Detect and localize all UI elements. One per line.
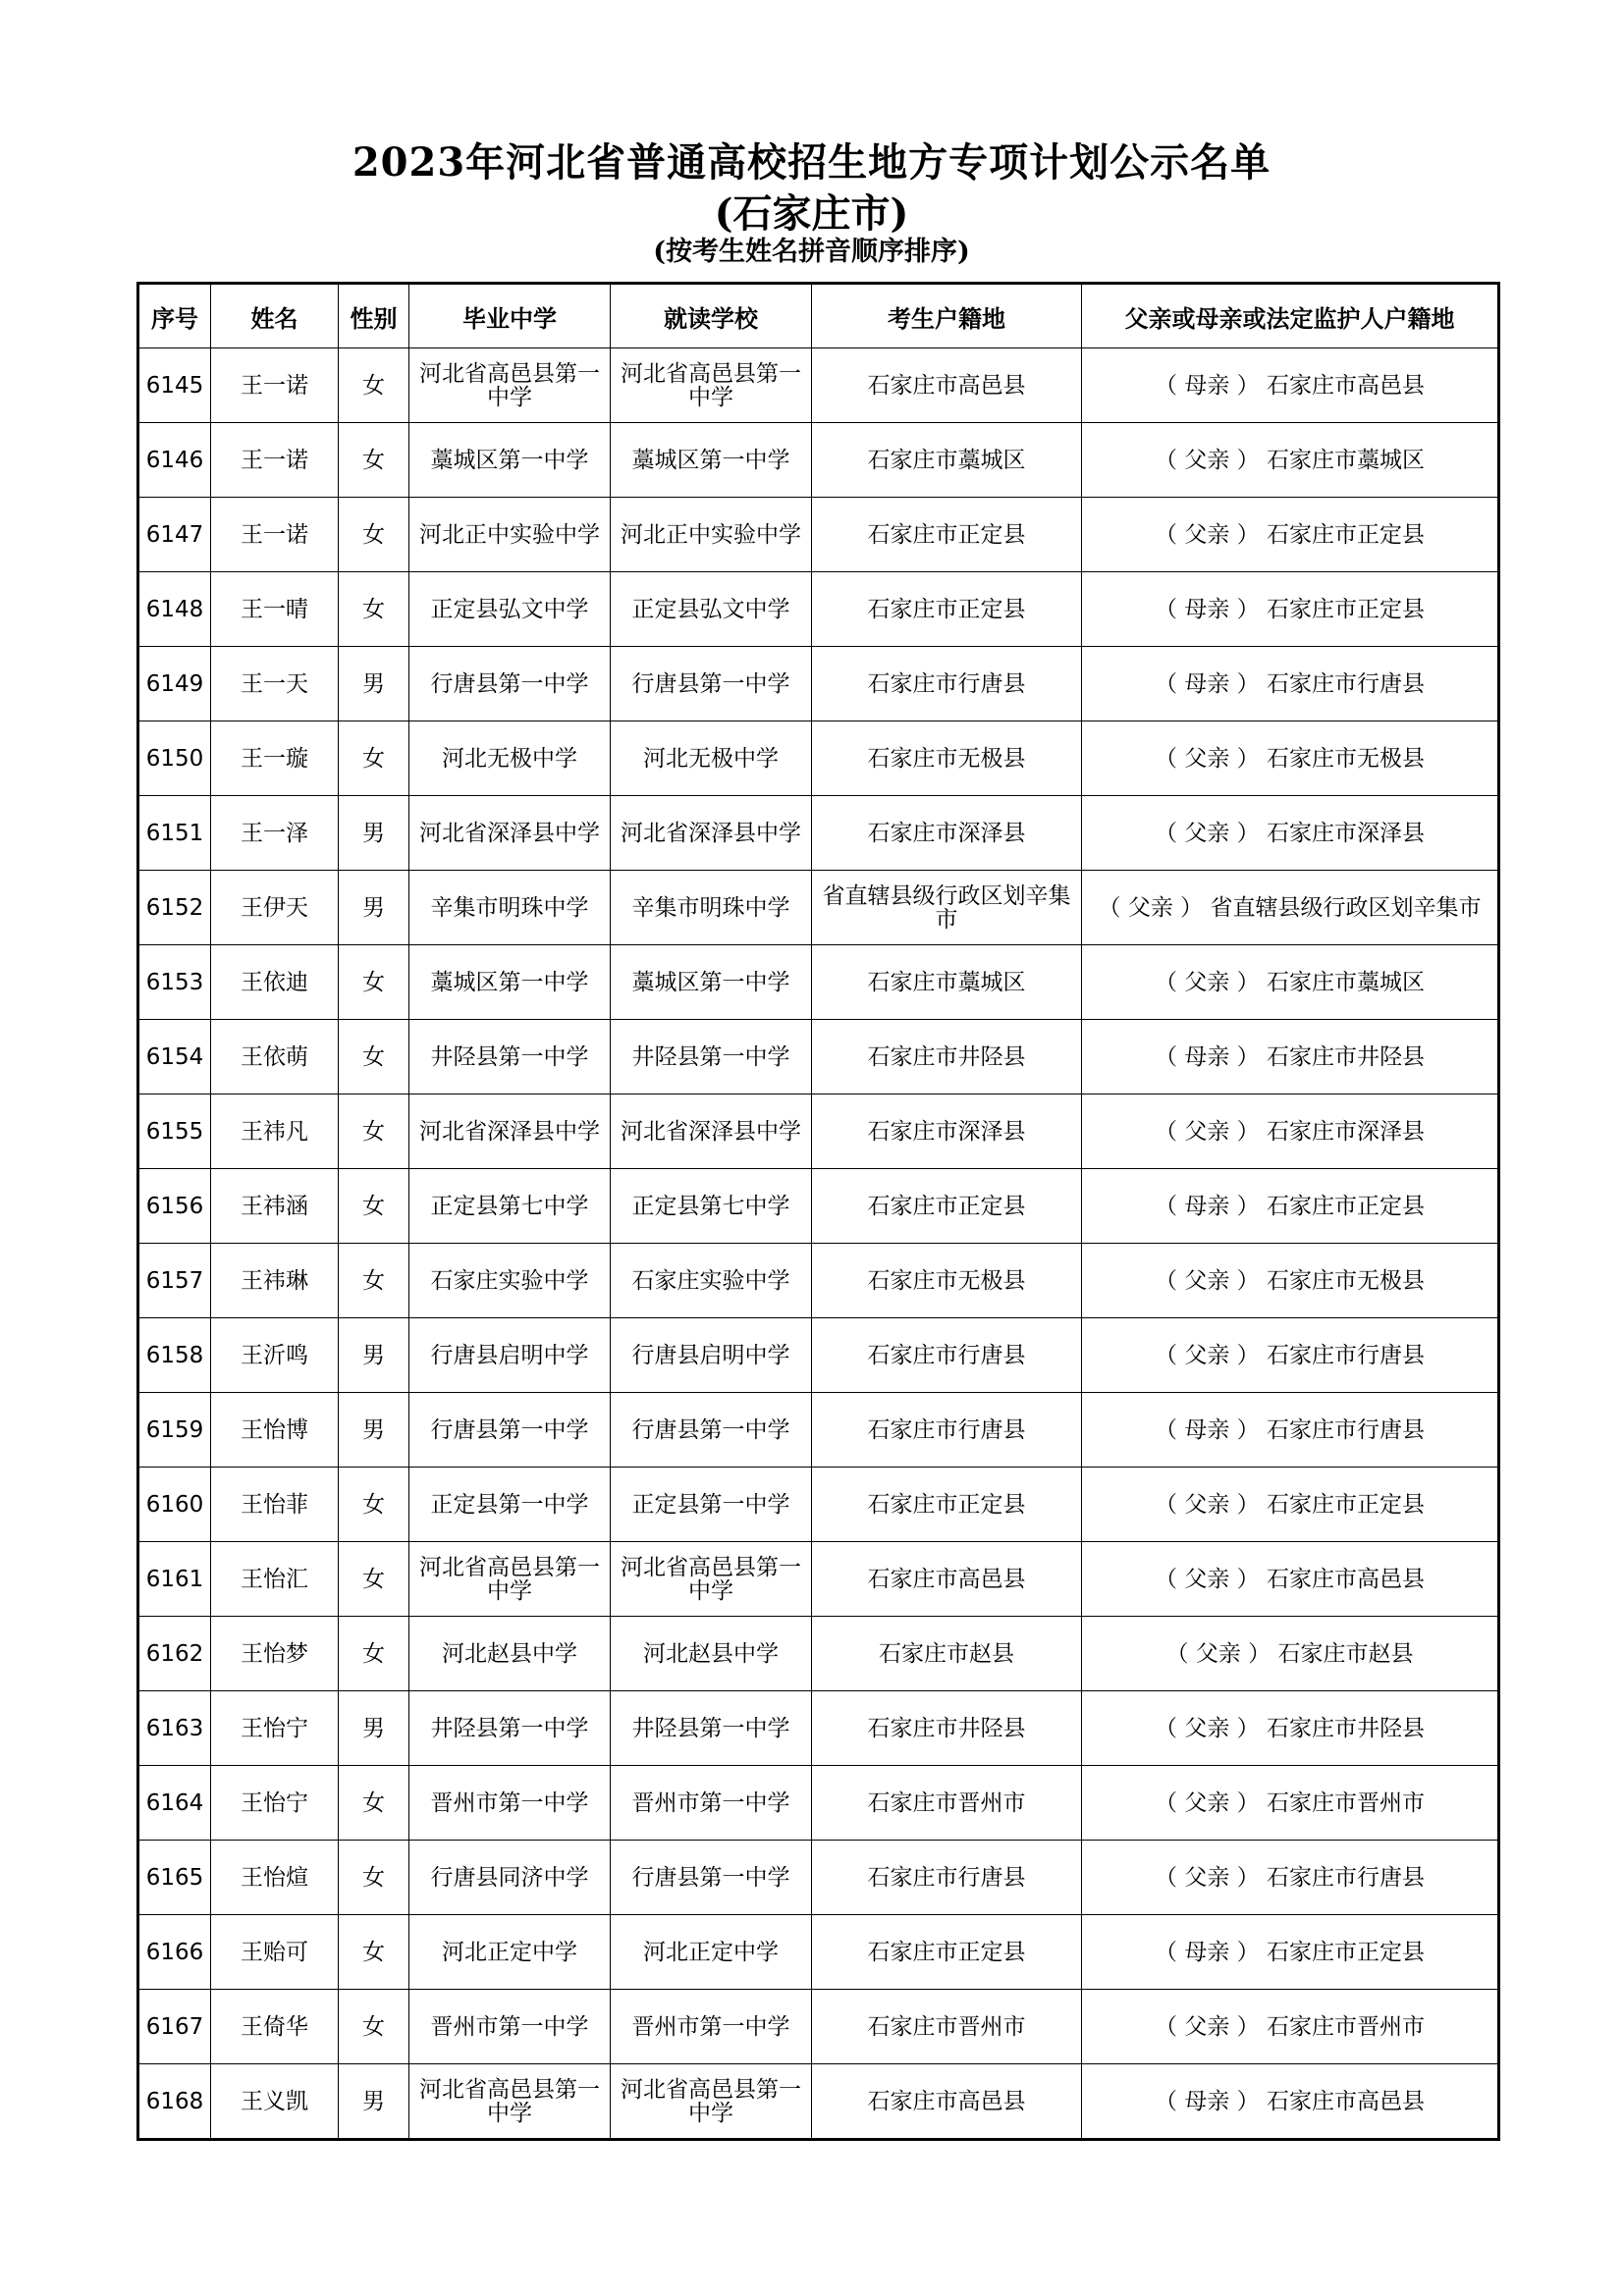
cell-current-school: 井陉县第一中学 [611, 1020, 812, 1095]
cell-number: 6166 [138, 1915, 211, 1990]
cell-name: 王沂鸣 [211, 1318, 339, 1393]
table-row [138, 1542, 1499, 1617]
cell-name: 王一诺 [211, 423, 339, 498]
cell-graduation-school: 河北省深泽县中学 [409, 1095, 611, 1169]
cell-student-hukou: 石家庄市深泽县 [812, 796, 1082, 871]
cell-current-school: 井陉县第一中学 [611, 1691, 812, 1766]
cell-current-school: 正定县弘文中学 [611, 572, 812, 647]
cell-graduation-school: 河北省高邑县第一中学 [409, 2064, 611, 2140]
table-row [138, 1841, 1499, 1915]
cell-gender: 男 [339, 1318, 409, 1393]
cell-guardian-hukou: （ 父亲 ） 石家庄市无极县 [1082, 721, 1499, 796]
cell-graduation-school: 正定县弘文中学 [409, 572, 611, 647]
cell-name: 王一泽 [211, 796, 339, 871]
cell-guardian-hukou: （ 父亲 ） 石家庄市正定县 [1082, 1468, 1499, 1542]
cell-guardian-hukou: （ 父亲 ） 石家庄市赵县 [1082, 1617, 1499, 1691]
cell-current-school: 河北赵县中学 [611, 1617, 812, 1691]
cell-guardian-hukou: （ 母亲 ） 石家庄市正定县 [1082, 1169, 1499, 1244]
cell-gender: 女 [339, 572, 409, 647]
document-title: 2023年河北省普通高校招生地方专项计划公示名单 [352, 139, 1271, 186]
cell-gender: 男 [339, 647, 409, 721]
cell-number: 6146 [138, 423, 211, 498]
cell-gender: 男 [339, 1691, 409, 1766]
cell-name: 王怡汇 [211, 1542, 339, 1617]
cell-name: 王义凯 [211, 2064, 339, 2140]
table-row [138, 1169, 1499, 1244]
cell-current-school: 行唐县第一中学 [611, 1393, 812, 1468]
cell-name: 王怡菲 [211, 1468, 339, 1542]
cell-gender: 女 [339, 1841, 409, 1915]
cell-student-hukou: 石家庄市正定县 [812, 1169, 1082, 1244]
table-row [138, 1691, 1499, 1766]
cell-name: 王一诺 [211, 498, 339, 572]
cell-guardian-hukou: （ 母亲 ） 石家庄市正定县 [1082, 1915, 1499, 1990]
cell-guardian-hukou: （ 母亲 ） 石家庄市高邑县 [1082, 348, 1499, 423]
cell-student-hukou: 石家庄市高邑县 [812, 2064, 1082, 2140]
cell-graduation-school: 藁城区第一中学 [409, 423, 611, 498]
cell-gender: 女 [339, 1095, 409, 1169]
cell-name: 王一璇 [211, 721, 339, 796]
cell-guardian-hukou: （ 父亲 ） 省直辖县级行政区划辛集市 [1082, 871, 1499, 945]
cell-guardian-hukou: （ 父亲 ） 石家庄市正定县 [1082, 498, 1499, 572]
cell-number: 6161 [138, 1542, 211, 1617]
cell-student-hukou: 石家庄市晋州市 [812, 1766, 1082, 1841]
cell-number: 6155 [138, 1095, 211, 1169]
cell-gender: 女 [339, 721, 409, 796]
header-gender: 性别 [339, 284, 409, 348]
cell-guardian-hukou: （ 母亲 ） 石家庄市井陉县 [1082, 1020, 1499, 1095]
cell-guardian-hukou: （ 父亲 ） 石家庄市晋州市 [1082, 1990, 1499, 2064]
cell-name: 王怡宁 [211, 1691, 339, 1766]
cell-current-school: 河北省高邑县第一中学 [611, 348, 812, 423]
cell-graduation-school: 辛集市明珠中学 [409, 871, 611, 945]
cell-graduation-school: 行唐县第一中学 [409, 1393, 611, 1468]
cell-student-hukou: 石家庄市藁城区 [812, 945, 1082, 1020]
cell-name: 王依萌 [211, 1020, 339, 1095]
table-row [138, 1095, 1499, 1169]
table-row [138, 796, 1499, 871]
cell-gender: 女 [339, 1915, 409, 1990]
cell-number: 6163 [138, 1691, 211, 1766]
cell-student-hukou: 石家庄市行唐县 [812, 1318, 1082, 1393]
cell-number: 6164 [138, 1766, 211, 1841]
cell-guardian-hukou: （ 父亲 ） 石家庄市深泽县 [1082, 796, 1499, 871]
cell-current-school: 河北省深泽县中学 [611, 1095, 812, 1169]
cell-name: 王依迪 [211, 945, 339, 1020]
header-current-school: 就读学校 [611, 284, 812, 348]
cell-student-hukou: 石家庄市行唐县 [812, 647, 1082, 721]
cell-name: 王祎涵 [211, 1169, 339, 1244]
cell-gender: 女 [339, 1542, 409, 1617]
table-row [138, 1318, 1499, 1393]
document-city: (石家庄市) [714, 190, 909, 237]
cell-name: 王怡博 [211, 1393, 339, 1468]
cell-current-school: 晋州市第一中学 [611, 1990, 812, 2064]
cell-current-school: 正定县第一中学 [611, 1468, 812, 1542]
cell-number: 6148 [138, 572, 211, 647]
cell-name: 王一诺 [211, 348, 339, 423]
cell-gender: 女 [339, 348, 409, 423]
table-row [138, 348, 1499, 423]
cell-name: 王贻可 [211, 1915, 339, 1990]
cell-name: 王一晴 [211, 572, 339, 647]
cell-number: 6154 [138, 1020, 211, 1095]
cell-gender: 男 [339, 871, 409, 945]
table-row [138, 1617, 1499, 1691]
cell-student-hukou: 石家庄市深泽县 [812, 1095, 1082, 1169]
cell-student-hukou: 石家庄市高邑县 [812, 1542, 1082, 1617]
cell-gender: 女 [339, 1990, 409, 2064]
cell-guardian-hukou: （ 父亲 ） 石家庄市藁城区 [1082, 945, 1499, 1020]
cell-graduation-school: 河北省高邑县第一中学 [409, 348, 611, 423]
table-row [138, 1766, 1499, 1841]
cell-graduation-school: 河北赵县中学 [409, 1617, 611, 1691]
table-row [138, 945, 1499, 1020]
cell-student-hukou: 石家庄市藁城区 [812, 423, 1082, 498]
cell-current-school: 行唐县第一中学 [611, 647, 812, 721]
cell-graduation-school: 井陉县第一中学 [409, 1691, 611, 1766]
cell-student-hukou: 石家庄市晋州市 [812, 1990, 1082, 2064]
cell-gender: 男 [339, 796, 409, 871]
header-student-hukou: 考生户籍地 [812, 284, 1082, 348]
cell-graduation-school: 正定县第七中学 [409, 1169, 611, 1244]
cell-number: 6156 [138, 1169, 211, 1244]
cell-graduation-school: 井陉县第一中学 [409, 1020, 611, 1095]
cell-graduation-school: 行唐县同济中学 [409, 1841, 611, 1915]
cell-student-hukou: 石家庄市正定县 [812, 498, 1082, 572]
cell-guardian-hukou: （ 父亲 ） 石家庄市晋州市 [1082, 1766, 1499, 1841]
cell-gender: 女 [339, 1468, 409, 1542]
cell-student-hukou: 石家庄市高邑县 [812, 348, 1082, 423]
cell-number: 6147 [138, 498, 211, 572]
cell-guardian-hukou: （ 母亲 ） 石家庄市高邑县 [1082, 2064, 1499, 2140]
table-row [138, 1393, 1499, 1468]
cell-guardian-hukou: （ 父亲 ） 石家庄市行唐县 [1082, 1841, 1499, 1915]
cell-current-school: 行唐县启明中学 [611, 1318, 812, 1393]
cell-number: 6151 [138, 796, 211, 871]
cell-name: 王怡煊 [211, 1841, 339, 1915]
cell-graduation-school: 河北无极中学 [409, 721, 611, 796]
header-name: 姓名 [211, 284, 339, 348]
cell-current-school: 藁城区第一中学 [611, 423, 812, 498]
cell-gender: 女 [339, 1617, 409, 1691]
cell-current-school: 正定县第七中学 [611, 1169, 812, 1244]
cell-gender: 女 [339, 1020, 409, 1095]
cell-number: 6153 [138, 945, 211, 1020]
header-row [138, 284, 1499, 348]
table-row [138, 1244, 1499, 1318]
cell-current-school: 河北正定中学 [611, 1915, 812, 1990]
cell-student-hukou: 石家庄市正定县 [812, 1468, 1082, 1542]
cell-current-school: 河北正中实验中学 [611, 498, 812, 572]
cell-current-school: 辛集市明珠中学 [611, 871, 812, 945]
cell-gender: 男 [339, 1393, 409, 1468]
cell-number: 6162 [138, 1617, 211, 1691]
table-row [138, 871, 1499, 945]
cell-guardian-hukou: （ 母亲 ） 石家庄市正定县 [1082, 572, 1499, 647]
cell-name: 王倚华 [211, 1990, 339, 2064]
cell-graduation-school: 河北省深泽县中学 [409, 796, 611, 871]
cell-number: 6158 [138, 1318, 211, 1393]
cell-name: 王伊天 [211, 871, 339, 945]
cell-current-school: 藁城区第一中学 [611, 945, 812, 1020]
cell-graduation-school: 河北正定中学 [409, 1915, 611, 1990]
table-row [138, 647, 1499, 721]
cell-student-hukou: 石家庄市行唐县 [812, 1841, 1082, 1915]
table-row [138, 498, 1499, 572]
cell-name: 王祎凡 [211, 1095, 339, 1169]
cell-student-hukou: 石家庄市行唐县 [812, 1393, 1082, 1468]
roster-body [138, 348, 1499, 2140]
table-row [138, 1990, 1499, 2064]
cell-number: 6160 [138, 1468, 211, 1542]
header-graduation-school: 毕业中学 [409, 284, 611, 348]
cell-current-school: 晋州市第一中学 [611, 1766, 812, 1841]
cell-graduation-school: 河北正中实验中学 [409, 498, 611, 572]
cell-gender: 女 [339, 945, 409, 1020]
cell-number: 6167 [138, 1990, 211, 2064]
cell-gender: 女 [339, 1766, 409, 1841]
table-row [138, 1468, 1499, 1542]
cell-number: 6165 [138, 1841, 211, 1915]
cell-guardian-hukou: （ 父亲 ） 石家庄市无极县 [1082, 1244, 1499, 1318]
table-row [138, 572, 1499, 647]
cell-gender: 女 [339, 1244, 409, 1318]
cell-graduation-school: 藁城区第一中学 [409, 945, 611, 1020]
header-guardian-hukou: 父亲或母亲或法定监护人户籍地 [1082, 284, 1499, 348]
cell-student-hukou: 石家庄市正定县 [812, 572, 1082, 647]
cell-number: 6157 [138, 1244, 211, 1318]
cell-current-school: 河北省高邑县第一中学 [611, 1542, 812, 1617]
cell-guardian-hukou: （ 父亲 ） 石家庄市井陉县 [1082, 1691, 1499, 1766]
cell-graduation-school: 石家庄实验中学 [409, 1244, 611, 1318]
cell-number: 6150 [138, 721, 211, 796]
cell-graduation-school: 河北省高邑县第一中学 [409, 1542, 611, 1617]
cell-name: 王祎琳 [211, 1244, 339, 1318]
table-row [138, 1915, 1499, 1990]
cell-student-hukou: 石家庄市赵县 [812, 1617, 1082, 1691]
cell-number: 6168 [138, 2064, 211, 2140]
cell-guardian-hukou: （ 母亲 ） 石家庄市行唐县 [1082, 647, 1499, 721]
cell-guardian-hukou: （ 父亲 ） 石家庄市行唐县 [1082, 1318, 1499, 1393]
cell-number: 6159 [138, 1393, 211, 1468]
cell-guardian-hukou: （ 父亲 ） 石家庄市藁城区 [1082, 423, 1499, 498]
cell-graduation-school: 正定县第一中学 [409, 1468, 611, 1542]
cell-name: 王怡宁 [211, 1766, 339, 1841]
cell-gender: 女 [339, 1169, 409, 1244]
table-row [138, 1020, 1499, 1095]
cell-name: 王怡梦 [211, 1617, 339, 1691]
cell-number: 6149 [138, 647, 211, 721]
cell-student-hukou: 石家庄市无极县 [812, 721, 1082, 796]
table-row [138, 721, 1499, 796]
cell-guardian-hukou: （ 父亲 ） 石家庄市深泽县 [1082, 1095, 1499, 1169]
cell-graduation-school: 晋州市第一中学 [409, 1766, 611, 1841]
cell-gender: 男 [339, 2064, 409, 2140]
cell-graduation-school: 晋州市第一中学 [409, 1990, 611, 2064]
cell-gender: 女 [339, 423, 409, 498]
table-row [138, 2064, 1499, 2140]
cell-number: 6152 [138, 871, 211, 945]
cell-current-school: 河北省高邑县第一中学 [611, 2064, 812, 2140]
cell-student-hukou: 石家庄市无极县 [812, 1244, 1082, 1318]
cell-student-hukou: 石家庄市井陉县 [812, 1691, 1082, 1766]
header-number: 序号 [138, 284, 211, 348]
cell-graduation-school: 行唐县启明中学 [409, 1318, 611, 1393]
roster-table [136, 282, 1500, 2141]
cell-current-school: 行唐县第一中学 [611, 1841, 812, 1915]
table-row [138, 423, 1499, 498]
cell-student-hukou: 省直辖县级行政区划辛集市 [812, 871, 1082, 945]
cell-gender: 女 [339, 498, 409, 572]
cell-current-school: 河北无极中学 [611, 721, 812, 796]
cell-student-hukou: 石家庄市正定县 [812, 1915, 1082, 1990]
document-sort-note: (按考生姓名拼音顺序排序) [653, 237, 970, 267]
cell-number: 6145 [138, 348, 211, 423]
cell-name: 王一天 [211, 647, 339, 721]
cell-graduation-school: 行唐县第一中学 [409, 647, 611, 721]
cell-current-school: 河北省深泽县中学 [611, 796, 812, 871]
cell-student-hukou: 石家庄市井陉县 [812, 1020, 1082, 1095]
cell-guardian-hukou: （ 父亲 ） 石家庄市高邑县 [1082, 1542, 1499, 1617]
cell-current-school: 石家庄实验中学 [611, 1244, 812, 1318]
cell-guardian-hukou: （ 母亲 ） 石家庄市行唐县 [1082, 1393, 1499, 1468]
